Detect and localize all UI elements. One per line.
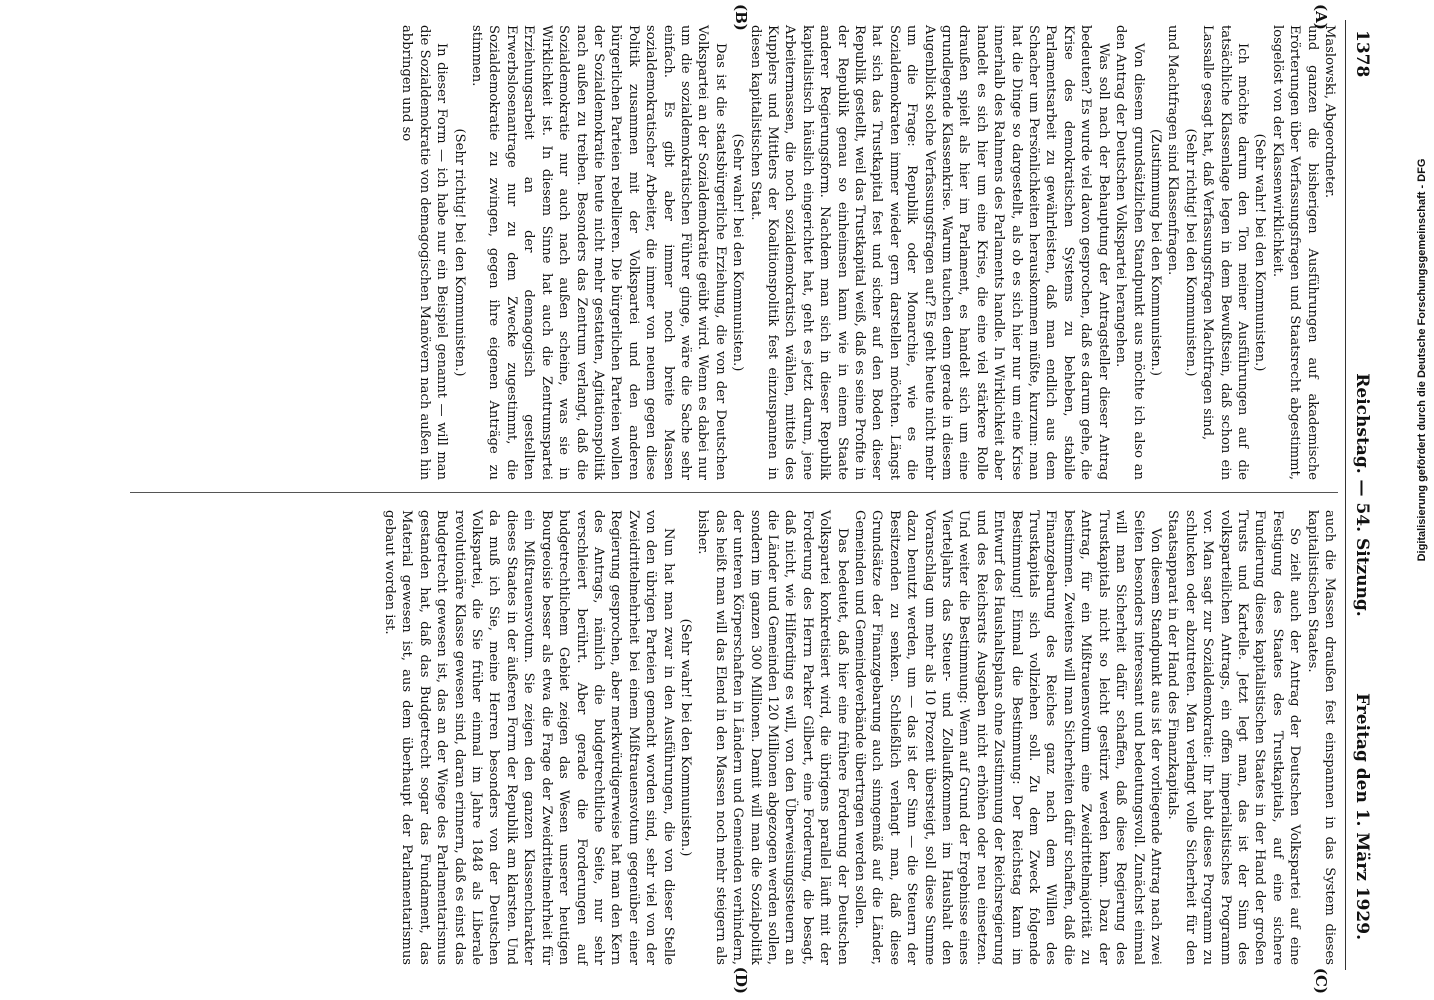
margin-mark-d: (D) <box>732 966 750 994</box>
session-date: Freitag den 1. März 1929. <box>1352 693 1372 940</box>
left-column-paragraph: Was soll nach der Behauptung der Antragsteller dieser Antrag bedeuten? Es wurde viel davon gesprochen, daß es darum gehe, die Krise des demokratischen Systems zu beheben, stabile Parlamentsarbeit zu gewährleisten, daß man endlich aus dem Schacher um Persönlichkeiten herauskommen müßte, kurzum: man hat die Dinge so dargestellt, als ob es sich hier nur um eine Krise innerhalb des Rahmens des Parlaments handle. In Wirklichkeit aber handelt es sich hier um eine Krise, die eine viel stärkere Rolle draußen spielt als hier im Parlament, es handelt sich um eine grundlegende Klassenkrise. Warum tauchen denn gerade in diesem Augenblick solche Verfassungsfragen auf? Es geht heute nicht mehr um die Frage: Republik oder Monarchie, wie es die Sozialdemokraten immer wieder gern darstellen möchten. Längst hat sich das Trustkapital fest und sicher auf den Boden dieser Republik gestellt, weil das Trustkapital weiß, daß es seine Profite in der Republik genau so einheimsen kann wie in einem Staate anderer Regierungsform. Nachdem man sich in dieser Republik kapitalistisch häuslich eingerichtet hat, geht es jetzt darum, jene Arbeitermassen, die noch sozialdemokratisch wählen, mittels des Kupplers und Mittlers der Koalitionspolitik fest einzuspannen in diesen kapitalistischen Staat. <box>747 25 1111 480</box>
left-column-paragraph: (Sehr richtig! bei den Kommunisten.) <box>451 128 467 377</box>
left-column-paragraph: (Zustimmung bei den Kommunisten.) <box>1147 129 1163 376</box>
dfg-side-note-text: Digitalisierung gefördert durch die Deutsche Forschungsgemeinschaft - DFG <box>1416 158 1428 562</box>
left-column-paragraph: Ich möchte darum den Ton meiner Ausführungen auf die tatsächliche Klassenlage legen in dem Bewußtsein, daß schon ein Lassalle gesagt hat, daß Verfassungsfragen Machtfragen sind, <box>1200 25 1250 480</box>
right-column <box>381 510 1338 965</box>
left-column <box>398 25 1338 480</box>
right-column-paragraph: Nun hat man zwar in den Ausführungen, die von dieser Stelle von den übrigen Parteien gemacht worden sind, sehr viel von der Zweidrittelmehrheit bei einem Mißtrauensvotum gegenüber einer Regierung gesprochen, aber merkwürdigerweise hat man den Kern des Antrags, nämlich die budgetrechtliche Seite, nur sehr verschleiert berührt. Aber gerade die Forderungen auf budgetrechtlichem Gebiet zeigen das Wesen unserer heutigen Bourgeoisie besser als etwa die Frage der Zweidrittelmehrheit für ein Mißtrauensvotum. Sie zeigen den ganzen Klassencharakter dieses Staates in der äußeren Form der Republik am klarsten. Und da muß ich Sie, meine Herren besonders von der Deutschen Volkspartei, die Sie früher einmal im Jahre 1848 als Liberale revolutionäre Klasse gewesen sind, daran erinnern, daß es einst das Budgetrecht gewesen ist, das an der Wiege des Parlamentarismus gestanden hat, daß das Budgetrecht sogar das Fundament, das Material gewesen ist, aus dem überhaupt der Parlamentarismus gebaut worden ist. <box>382 510 676 965</box>
right-column-paragraph: Das bedeutet, daß hier eine frühere Forderung der Deutschen Volkspartei konkretisiert wird, die übrigens parallel läuft mit der Forderung des Herrn Parker Gilbert, eine Forderung, die besagt, daß nicht, wie Hilferding es will, von den Überweisungssteuern an die Länder und Gemeinden 120 Millionen abgezogen werden sollen, sondern im ganzen 300 Millionen. Damit will man die Sozialpolitik der unteren Körperschaften in Ländern und Gemeinden verhindern, das heißt man will das Elend in den Massen noch mehr steigern als bisher. <box>695 510 850 965</box>
margin-mark-a: (A) <box>1312 4 1330 30</box>
left-column-paragraph: Von diesem grundsätzlichen Standpunkt aus möchte ich also an den Antrag der Deutschen Volkspartei herangehen. <box>1113 25 1146 480</box>
left-column-paragraph: (Sehr richtig! bei den Kommunisten.) <box>1182 128 1198 377</box>
page-number: 1378 <box>1352 30 1372 78</box>
right-column-paragraph: Von diesem Standpunkt aus ist der vorliegende Antrag nach zwei Seiten besonders interessant und bedeutungsvoll. Zunächst einmal will man Sicherheit dafür schaffen, daß diese Regierung des Trustkapitals nicht so leicht gestürzt werden kann. Dazu der Antrag, für ein Mißtrauensvotum eine Zweidrittelmajorität zu bestimmen. Zweitens will man Sicherheiten dafür schaffen, daß die Finanzgebarung des Reiches ganz nach dem Willen des Trustkapitals sich vollziehen soll. Zu dem Zweck folgende Bestimmung! Einmal die Bestimmung: Der Reichstag kann im Entwurf des Haushaltsplans ohne Zustimmung der Reichsregierung und des Reichsrats Ausgaben nicht erhöhen oder neu einsetzen. Und weiter die Bestimmung: Wenn auf Grund der Ergebnisse eines Vierteljahrs das Steuer- und Zollaufkommen im Haushalt den Voranschlag um mehr als 10 Prozent übersteigt, soll diese Summe dazu benutzt werden, um — das ist der Sinn — die Steuern der Besitzenden zu senken. Schließlich verlangt man, daß diese Grundsätze der Finanzgebarung auch sinngemäß auf die Länder, Gemeinden und Gemeindeverbände übertragen werden sollen. <box>852 510 1163 965</box>
left-column-paragraph: In dieser Form — ich habe nur ein Beispiel genannt — will man die Sozialdemokratie von demagogischen Manövern nach außen hin abbringen und so <box>399 25 450 480</box>
left-column-paragraph: (Sehr wahr! bei den Kommunisten.) <box>1252 133 1268 372</box>
margin-mark-b: (B) <box>732 4 750 31</box>
page-header <box>1344 30 1372 960</box>
left-column-paragraph: (Sehr wahr! bei den Kommunisten.) <box>730 133 746 372</box>
left-column-paragraph: und ganzen die bisherigen Ausführungen auf akademische Erörterungen über Verfassungsfragen und Staatsrecht abgestimmt, losgelöst von der Klassenwirklichkeit. <box>1269 25 1320 480</box>
dfg-side-note <box>1412 10 1432 710</box>
left-column-paragraph: und Machtfragen sind Klassenfragen. <box>1165 25 1181 276</box>
left-column-paragraph: Maslowski, Abgeordneter. <box>1322 25 1337 199</box>
session-title: Reichstag. — 54. Sitzung. <box>1352 373 1372 617</box>
column-divider <box>130 492 1338 493</box>
left-column-paragraph: Das ist die staatsbürgerliche Erziehung, die von der Deutschen Volkspartei an der Sozialdemokratie geübt wird. Wenn es dabei nur um die sozialdemokratischen Führer ginge, wäre die Sache sehr einfach. Es gibt aber immer noch breite Massen sozialdemokratischer Arbeiter, die immer von neuem gegen diese Politik zusammen mit der Volkspartei und den anderen bürgerlichen Parteien rebellieren. Die bürgerlichen Parteien wollen der Sozialdemokratie heute nicht mehr gestatten, Agitationspolitik nach außen zu treiben. Besonders das Zentrum verlangt, daß die Sozialdemokratie nur auch nach außen scheine, was sie in Wirklichkeit ist. In diesem Sinne hat auch die Zentrumspartei Erziehungsarbeit an der demagogisch gestellten Erwerbslosenantrage nur zu dem Zwecke zugestimmt, die Sozialdemokratie zu zwingen, gegen ihre eigenen Anträge zu stimmen. <box>469 25 728 480</box>
right-column-paragraph: (Sehr wahr! bei den Kommunisten.) <box>677 618 693 857</box>
right-column-paragraph: auch die Massen draußen fest einspannen in das System dieses kapitalistischen Staates. <box>1304 510 1337 965</box>
header-rule <box>1345 20 1346 970</box>
rotated-page <box>90 0 1390 1000</box>
margin-mark-c: (C) <box>1312 967 1330 994</box>
right-column-paragraph: So zielt auch der Antrag der Deutschen Volkspartei auf eine Festigung des Staates des Trustkapitals, auf eine sichere Fundierung dieses kapitalistischen Staates in der Hand der großen Trusts und Kartelle. Jetzt legt man, das ist der Sinn des volksparteilichen Antrags, ein offen imperialistisches Programm vor. Man sagt zur Sozialdemokratie: Ihr habt dieses Programm zu schlucken oder abzutreten. Man verlangt volle Sicherheit für den Staatsapparat in der Hand des Finanzkapitals. <box>1165 510 1303 965</box>
